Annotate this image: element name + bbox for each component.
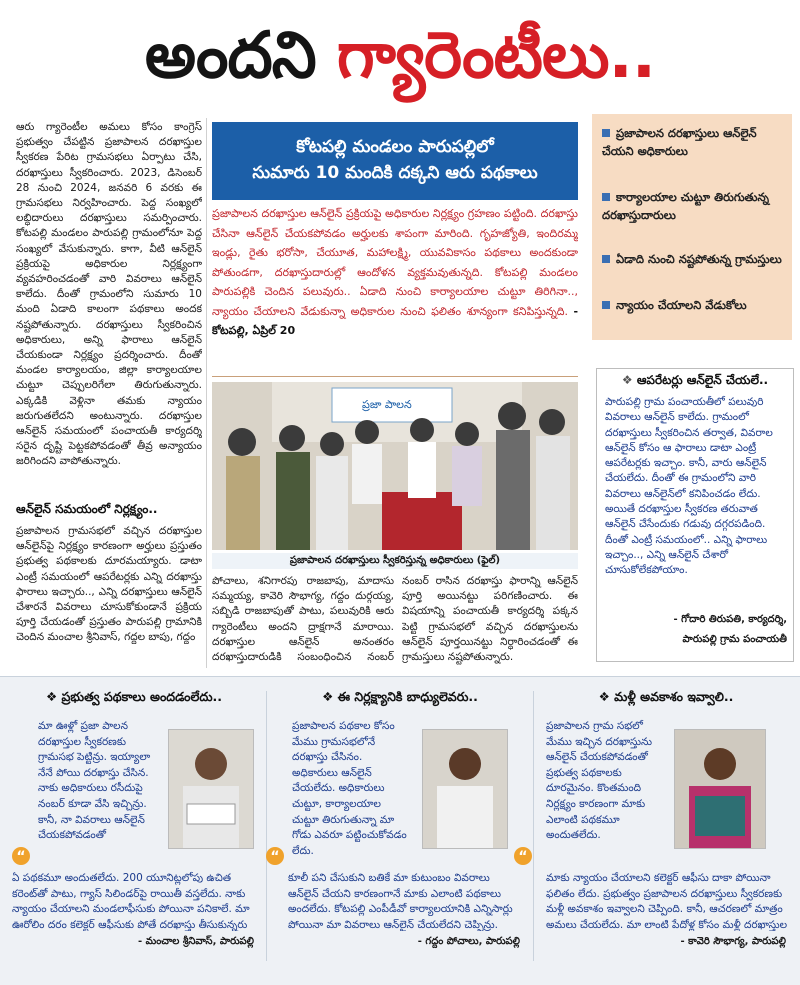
photo-illustration [212, 382, 578, 550]
quote-text-bottom-1: ఏ పథకమూ అందుతలేదు. 200 యూనిట్లలోపు ఉచిత కరెంట్‌తో పాటు, గ్యాస్ సిలిండర్‌పై రాయితీ వస్తలేదు. నాకు న్యాయం చేయాలని మండలాఫీసుకు పోయినా పనికాలే. మా ఊరోలిం దరం కలెక్టర్ ఆఫీసుకు పోతే దరఖాస్తు తీసుకున్నరు [12, 872, 250, 931]
headline-part1: అందని [144, 19, 316, 93]
deck-box [212, 122, 578, 200]
mid-column-1: పోచాలు, శనిగారపు రాజబాపు, మాదాసు సమ్మయ్య, కావెరి సౌభాగ్య, గద్దం దుర్గయ్య, సబ్బిడి రాజబాపుతో పాటు, పలువురికి ఆరు గ్యారెంటీలు అందని ద్రాక్షగానే మారాయి. దరఖాస్తుల ఆన్‌లైన్ అనంతరం దరఖాస్తుదారుడికి సంబంధించిన నంబర్ [212, 575, 394, 664]
diamond-bullet-icon: ❖ [598, 689, 615, 704]
quote-text-bottom-2: కూలీ పని చేసుకుని బతికే మా కుటుంబం వివరాలు ఆన్‌లైన్ చేయని కారణంగానే మాకు ఎలాంటి పథకాలు అందలేదు. కోటపల్లి ఎంపీడీవో కార్యాలయానికి ఎన్నిసార్లు పోయినా మా వివరాలు ఆన్‌లైన్ చేయలేదని చెప్పిన్రు. [288, 872, 513, 931]
highlight-item: ప్రజాపాలన దరఖాస్తులు ఆన్‌లైన్ చేయని అధికారులు [602, 126, 757, 158]
lede-text: ప్రజాపాలన దరఖాస్తుల ఆన్‌లైన్ ప్రక్రియపై అధికారుల నిర్లక్ష్యం గ్రహణం పట్టింది. దరఖాస్తు చేసినా ఆన్‌లైన్ చేయకపోవడం అర్హులకు శాపంగా మారింది. గృహజ్యోతి, ఇందిరమ్మ ఇండ్లు, రైతు భరోసా, చేయూత, మహాలక్ష్మి, యువవికాసం పథకాలు అందకుండా పోతుండగా, దరఖాస్తుదారుల్లో ఆందోళన వ్యక్తమవుతున్నది. కోటపల్లి మండలం పారుపల్లికి చెందిన పలువురు.. ఏడాది నుంచి కార్యాలయాల చుట్టూ తిరిగినా.., న్యాయం చేయాలని వేడుకున్నా అధికారుల నుంచి ఫలితం శూన్యంగా కనిపిస్తున్నది. [212, 207, 578, 318]
quotes-divider [266, 691, 267, 961]
lede-dateline: - కోటపల్లి, ఏప్రిల్ 20 [212, 304, 578, 337]
photo-banner-text: ప్రజా పాలన [362, 398, 412, 411]
quotes-band [0, 676, 800, 985]
highlight-item: కార్యాలయాల చుట్టూ తిరుగుతున్న దరఖాస్తుదారులు [602, 190, 769, 222]
quote-icon: “ [266, 847, 284, 865]
quote-sign-1: - మంచాల శ్రీనివాస్, పారుపల్లి [137, 936, 254, 947]
quote-card-2 [270, 713, 526, 949]
mid-column-2: నంబర్ రాసిన దరఖాస్తు ఫారాన్ని ఆన్‌లైన్ పూర్తి అయినట్టు పరిగణించారు. ఈ విషయాన్ని పంచాయతీ కార్యదర్శి పక్కన పెట్టి గ్రామసభలో వచ్చిన దరఖాస్తులను ఆన్‌లైన్ పూర్తయినట్టు నిర్ధారించడంతో ఈ గ్రామస్తులు నష్టపోతున్నారు. [402, 575, 578, 664]
highlight-item: ఏడాది నుంచి నష్టపోతున్న గ్రామస్తులు [602, 250, 784, 268]
portrait-2 [422, 729, 508, 849]
operators-sign-place: పారుపల్లి గ్రామ పంచాయతీ [682, 634, 787, 645]
quote-text-bottom-3: మాకు న్యాయం చేయాలని కలెక్టర్ ఆఫీసు దాకా పోయినా ఫలితం లేదు. ప్రభుత్వం ప్రజాపాలన దరఖాస్తులు స్వీకరణకు మళ్లీ అవకాశం ఇవ్వాలని చెప్పింది. కానీ, ఆచరణలో మాత్రం అమలు చేయలేదు. మా లాంటి పేదోళ్ల కోసం మళ్లీ దరఖాస్తుల [546, 872, 788, 931]
portrait-3 [674, 729, 766, 849]
deck-line1: కోటపల్లి మండలం పారుపల్లిలో [296, 137, 494, 157]
quote-title-2: ❖ ఈ నిర్లక్ష్యానికి బాధ్యులెవరు.. [322, 689, 478, 704]
quote-icon: “ [514, 847, 532, 865]
quote-text-top-2: ప్రజాపాలన పథకాల కోసం మేము గ్రామసభలోనే దరఖాస్తు చేసినం. అధికారులు ఆన్‌లైన్ చేయలేదు. అధికారులు చుట్టూ, కార్యాలయాల చుట్టూ తిరుగుతున్నా మా గోడు ఎవరూ పట్టించుకోవడం లేదు. [292, 720, 407, 857]
highlights-box [592, 114, 792, 340]
quote-card-3 [518, 713, 792, 949]
square-bullet-icon [602, 193, 610, 201]
portrait-1 [168, 729, 254, 849]
photo-caption: ప్రజాపాలన దరఖాస్తులు స్వీకరిస్తున్న అధికారులు (ఫైల్) [212, 553, 578, 569]
quote-sign-3: - కావెరి సౌభాగ్య, పారుపల్లి [680, 936, 786, 947]
operators-title: ❖ ఆపరేటర్లు ఆన్‌లైన్ చేయలే.. [621, 373, 769, 387]
operators-text: పారుపల్లి గ్రామ పంచాయతీలో పలువురి వివరాలు ఆన్‌లైన్ కాలేదు. గ్రామంలో దరఖాస్తులు స్వీకరించిన తర్వాత, వివరాల ఆన్‌లైన్ కోసం ఆ ఫారాలు డాటా ఎంట్రీ ఆపరేటర్లకు ఇచ్చాం. కానీ, వారు ఆన్‌లైన్ చేయలేదు. దీంతో ఈ గ్రామంలోని వారి వివరాలు ఆన్‌లైన్‌లో కనిపించడం లేదు. అయితే దరఖాస్తుల స్వీకరణ తరువాత ఆన్‌లైన్ చేసేందుకు గడువు దగ్గరపడింది. దీంతో ఎంట్రీ సమయంలో.. ఎన్ని ఫారాలు ఇచ్చాం.., ఎన్ని ఆన్‌లైన్ చేశారో చూసుకోలేకపోయాం. [605, 396, 773, 577]
operators-sign-name: - గోదారి తిరుపతి, కార్యదర్శి, [673, 614, 787, 625]
highlight-item: న్యాయం చేయాలని వేడుకోలు [602, 296, 784, 314]
lede [212, 204, 578, 377]
square-bullet-icon [602, 129, 610, 137]
operators-box [596, 368, 794, 662]
quote-sign-2: - గద్దం పోచాలు, పారుపల్లి [417, 936, 520, 947]
quote-title-1: ❖ ప్రభుత్వ పథకాలు అందడంలేదు.. [45, 689, 223, 704]
square-bullet-icon [602, 255, 610, 263]
diamond-bullet-icon: ❖ [621, 373, 637, 387]
news-photo [212, 382, 578, 550]
quote-text-top-3: ప్రజాపాలన గ్రామ సభలో మేము ఇచ్చిన దరఖాస్తును ఆన్‌లైన్ చేయకపోవడంతో ప్రభుత్వ పథకాలకు దూరమైనం. కొంతమంది నిర్లక్ష్యం కారణంగా మాకు ఎలాంటి పథకమూ అందుతలేదు. [546, 720, 653, 842]
left-column-para2: ప్రజాపాలన గ్రామసభలో వచ్చిన దరఖాస్తుల ఆన్‌లైన్‌పై నిర్లక్ష్యం కారణంగా అర్హులు ప్రస్తుతం ప్రభుత్వ పథకాలకు దూరమయ్యారు. డాటా ఎంట్రీ సమయంలో ఆపరేటర్లకు ఎన్ని దరఖాస్తు ఫారాలు ఇచ్చారు.., ఎన్ని దరఖాస్తులు ఆన్‌లైన్ చేశారనే వివరాలు చూసుకోకుండానే ప్రక్రియ పూర్తి చేయడంతో ప్రస్తుతం పారుపల్లి గ్రామానికి చెందిన మంచాల శ్రీనివాస్, గద్దల బాపు, గద్దం [16, 525, 202, 644]
quote-title-3: ❖ మళ్లీ అవకాశం ఇవ్వాలి.. [598, 689, 734, 704]
quote-card-1 [8, 713, 260, 949]
quote-icon: “ [12, 847, 30, 865]
quotes-divider [533, 691, 534, 961]
quote-text-top-1: మా ఊళ్లో ప్రజా పాలన దరఖాస్తుల స్వీకరణకు గ్రామసభ పెట్టిన్రు. ఇయ్యాలా నేనే పోయి దరఖాస్తు చేసిన. నాకు అధికారులు రసీదుపై నంబర్ కూడా వేసి ఇచ్చిన్రు. కానీ, నా వివరాలు ఆన్‌లైన్ చేయకపోవడంతో [38, 720, 151, 842]
headline-part2: గ్యారెంటీలు.. [336, 19, 656, 93]
column-divider [206, 118, 207, 668]
square-bullet-icon [602, 301, 610, 309]
diamond-bullet-icon: ❖ [322, 689, 338, 704]
left-column-subhead: ఆన్‌లైన్ సమయంలో నిర్లక్ష్యం.. [16, 502, 158, 516]
diamond-bullet-icon: ❖ [45, 689, 62, 704]
headline [0, 2, 800, 110]
left-column-para1: ఆరు గ్యారెంటీల అమలు కోసం కాంగ్రెస్ ప్రభుత్వం చేపట్టిన ప్రజాపాలన దరఖాస్తుల స్వీకరణ పేరిట గ్రామసభలు ఏర్పాటు చేసి, దరఖాస్తులు స్వీకరించారు. 2023, డిసెంబర్ 28 నుంచి 2024, జనవరి 6 వరకు ఈ గ్రామసభలు నిర్వహించారు. పెద్ద సంఖ్యలో లబ్ధిదారులు దరఖాస్తులు సమర్పించారు. కోటపల్లి మండలం పారుపల్లి గ్రామంలోనూ పెద్ద సంఖ్యలో వేసుకున్నారు. కాగా, వీటి ఆన్‌లైన్ ప్రక్రియపై అధికారుల నిర్లక్ష్యంగా వ్యవహరించడంతో వారి వివరాలు ఆన్‌లైన్ కాలేదు. దీంతో గ్రామంలోని సుమారు 10 మంది ఏడాది కాలంగా పథకాలు అందక నష్టపోతున్నారు. దరఖాస్తులు స్వీకరించిన అధికారులు, అన్ని ఫారాలు ఆన్‌లైన్ చేయకుండా నిర్లక్ష్యం ప్రదర్శించారు. దీంతో మండల కార్యాలయం, జిల్లా కార్యాలయాల చుట్టూ చెప్పులరిగేలా తిరుగుతున్నారు. ఎక్కడికి వెళ్లినా తమకు న్యాయం జరుగుతలేదని అంటున్నారు. దరఖాస్తుల ఆన్‌లైన్ సమయంలో పంచాయతీ కార్యదర్శి సరైన దృష్టి పెట్టకపోవడంతో తీవ్ర అన్యాయం జరిగిందని వాపోతున్నారు. [16, 121, 202, 468]
deck-line2: సుమారు 10 మందికి దక్కని ఆరు పథకాలు [252, 163, 538, 183]
